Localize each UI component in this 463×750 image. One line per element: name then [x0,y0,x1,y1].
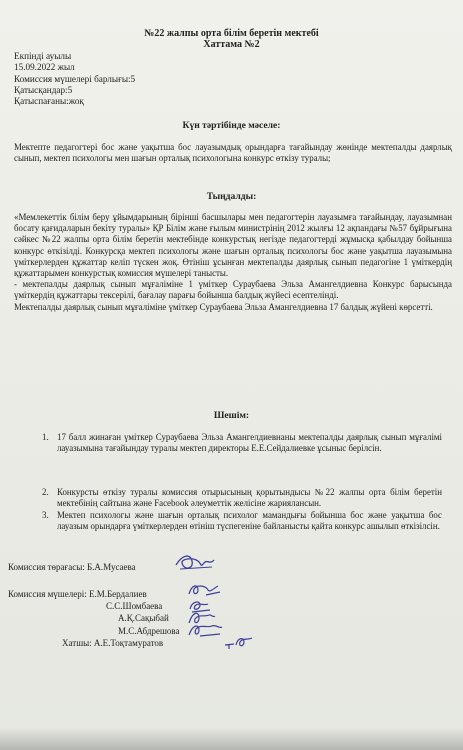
heard-paragraph-2: - мектепалды даярлық сынып мұғаліміне 1 үміткер Сураубаева Эльза Амангелдиевна Конкурс барысында үміткердің құжаттары тексерілі, бағалау парағы бойынша балдық жүйесі есептелінді. [14,279,452,301]
meeting-place: Екпінді ауылы [14,51,72,61]
heard-paragraph-1: «Мемлекеттік білім беру ұйымдарының бірінші басшылары мен педагогтерін лауазымға тағайындау, лауазымнан босату қағидаларын бекіту туралы» ҚР Білім және ғылым министрінің 2012 жылғы 12 ақпандағы №57 бұйрығына сәйкес №22 жалпы орта білім беретін мектебінде конкурстық негізде педагогтерді жұмысқа қабылдау бойынша конкурс өткізілді. Конкурсқа мектеп психологы және шағын орталық психологы бос және уақытша лауазымына үміткерлерден құжаттар келіп түскен жоқ. Өтініш ұсынған мектепалды даярлық сынып педагогіне 1 үміткердің құжаттарымен конкурстық комиссия мүшелері танысты. [14,212,452,279]
decision-number: 3. [42,510,49,520]
chair-signature-mark [172,551,222,573]
members-total: Комиссия мүшелері барлығы:5 [14,73,136,84]
decision-heading: Шешім: [213,410,250,421]
document-title [0,28,463,50]
secretary-signature-line: Хатшы: А.Е.Тоқтамуратов [62,638,164,648]
decision-text: Конкурсты өткізу туралы комиссия отырысының қорытындысы №22 жалпы орта білім беретін мектебінің сайтына және Facebook әлеуметтік желісіне жариялансын. [57,487,442,509]
absent-count: Қатыспағаны:жоқ [14,96,84,107]
decision-text: 17 балл жинаған үміткер Сураубаева Эльза Амангелдиевнаны мектепалды даярлық сынып мұғалімі лауазымына тағайындау туралы мектеп директоры Е.Е.Сейдалиевке ұсыныс берілсін. [57,432,442,454]
agenda-text: Мектепте педагогтері бос және уақытша бос лауазымдық орындарға тағайындау жөнінде мектепалды даярлық сынып, мектеп психологы мен шағын орталық психологына конкурс өткізу туралы; [14,142,452,164]
school-name: №22 жалпы орта білім беретін мектебі [144,28,319,39]
heard-heading: Тыңдалды: [206,191,257,202]
member-3-signature-line: А.Қ.Сақыбай [118,613,169,623]
member-4-signature-line: М.С.Абдрешова [118,626,180,636]
present-count: Қатысқандар:5 [14,84,73,95]
decision-text: Мектеп психологы және шағын орталық психолог мамандығы бойынша бос және уақытша бос лауазым орындарға үміткерлерден өтініш түспегеніне байланысты қайта конкурс ашылып өткізілсін. [57,510,442,532]
protocol-number: Хаттама №2 [203,39,260,50]
meeting-date: 15.09.2022 жыл [14,62,75,73]
chair-signature-line: Комиссия төрағасы: Б.А.Мусаева [8,562,136,572]
heard-section [14,212,452,313]
decision-number: 2. [42,487,49,497]
decision-number: 1. [42,432,49,442]
meeting-info [14,51,135,107]
heard-paragraph-3: Мектепалды даярлық сынып мұғаліміне үміткер Сураубаева Эльза Амангелдиевна 17 балдық жүйені көрсетті. [14,301,433,312]
page-bottom-shadow [0,728,463,750]
members-signature-line: Комиссия мүшелері: Е.М.Бердалиев [8,589,147,599]
member-signature-mark [186,620,226,640]
agenda-heading: Күн тәртібінде мәселе: [182,120,281,131]
member-2-signature-line: С.С.Шомбаева [106,601,163,611]
secretary-signature-mark [222,633,256,651]
